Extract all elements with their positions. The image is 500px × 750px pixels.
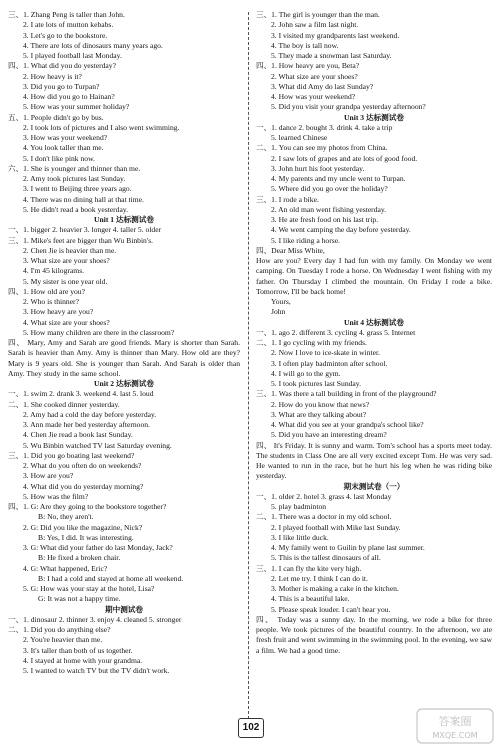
svg-text:答案圈: 答案圈 bbox=[438, 715, 472, 728]
left-answer-line: 三、1. Zhang Peng is taller than John. bbox=[8, 10, 125, 19]
right-answer-line: 3. What did Amy do last Sunday? bbox=[271, 81, 374, 91]
left-answer-line: 5. How was your summer holiday? bbox=[23, 102, 130, 112]
right-answer-line: 4. This is a beautiful lake. bbox=[271, 594, 350, 604]
right-answer-line: 3. I often play badminton after school. bbox=[271, 358, 388, 368]
left-answer-line: 2. I ate lots of mutton kebabs. bbox=[23, 20, 114, 30]
left-answer-line: 4. There was no dining hall at that time. bbox=[23, 194, 144, 204]
left-section-heading: Unit 1 达标测试卷 bbox=[94, 215, 154, 224]
right-section-heading: Unit 4 达标测试卷 bbox=[344, 317, 404, 327]
right-answer-line: 4. How was your weekend? bbox=[271, 92, 356, 101]
right-answer-line: 三、1. The girl is younger than the man. bbox=[256, 10, 380, 19]
left-answer-line: 三、1. Did you go boating last weekend? bbox=[8, 450, 135, 460]
right-answer-line: 四、 It's Friday. It is sunny and warm. Tom's school has a sports meet today. The students in Class One are all very excited except Tom. He was very sad. He wanted to run in the race, but he hurt his leg when he was riding bike yesterday. bbox=[256, 440, 492, 481]
left-answer-line: B: He fixed a broken chair. bbox=[38, 553, 121, 563]
left-answer-line: 5. My sister is one year old. bbox=[23, 276, 108, 286]
right-answer-line: 4. The boy is tall now. bbox=[271, 40, 339, 50]
left-answer-line: 四、1. How old are you? bbox=[8, 286, 85, 296]
left-section-heading: 期中测试卷 bbox=[105, 604, 143, 614]
left-answer-line: 一、1. bigger 2. heavier 3. longer 4. taller 5. older bbox=[8, 225, 162, 235]
left-answer-line: 四、1. G: Are they going to the bookstore together? bbox=[8, 502, 167, 511]
left-answer-line: 3. G: What did your father do last Monday, Jack? bbox=[23, 543, 173, 552]
right-answer-line: 2. I played football with Mike last Sunday. bbox=[271, 522, 401, 532]
right-answer-line: 二、1. There was a doctor in my old school. bbox=[256, 512, 392, 522]
left-answer-line: 3. What size are your shoes? bbox=[23, 256, 110, 265]
right-answer-line: 5. Where did you go over the holiday? bbox=[271, 184, 388, 194]
right-answer-line: 二、1. I go cycling with my friends. bbox=[256, 338, 367, 347]
left-answer-line: 3. Ann made her bed yesterday afternoon. bbox=[23, 420, 150, 429]
left-section-heading: Unit 2 达标测试卷 bbox=[94, 379, 154, 388]
left-answer-line: 4. There are lots of dinosaurs many years ago. bbox=[23, 40, 163, 50]
right-answer-line: 二、1. You can see my photos from China. bbox=[256, 143, 388, 153]
right-answer-line: 5. They made a snowman last Saturday. bbox=[271, 51, 392, 60]
right-answer-line: 3. John hurt his foot yesterday. bbox=[271, 163, 365, 173]
left-answer-line: 5. How was the film? bbox=[23, 491, 89, 501]
left-answer-line: 二、1. Did you do anything else? bbox=[8, 625, 111, 634]
right-answer-line: 四、 Today was a sunny day. In the morning, we rode a bike for three people. We took pictures of the beautiful country. In the afternoon, we ate fresh fruit and went swimming in the swimming pool. In the evening, we saw a film. We had a good time. bbox=[256, 614, 492, 655]
left-answer-line: 3. I went to Beijing three years ago. bbox=[23, 184, 132, 194]
left-answer-line: 六、1. She is younger and thinner than me. bbox=[8, 163, 141, 173]
left-answer-line: 2. Amy took pictures last Sunday. bbox=[23, 174, 126, 183]
left-answer-line: 5. I wanted to watch TV but the TV didn't work. bbox=[23, 666, 170, 675]
left-answer-line: 4. I'm 45 kilograms. bbox=[23, 266, 85, 276]
left-answer-line: 5. I played football last Monday. bbox=[23, 51, 122, 60]
left-answer-line: 5. How many children are there in the classroom? bbox=[23, 327, 175, 337]
left-answer-line: 5. He didn't read a book yesterday. bbox=[23, 204, 129, 214]
left-answer-line: 3. Let's go to the bookstore. bbox=[23, 30, 108, 40]
right-answer-line: How are you? Every day I had fun with my family. On Monday we went camping. On Tuesday I rode a horse. On Wednesday I went fishing with my father. On Thursday I climbed the mountain. On Friday I rode a bike. Tomorrow, I'll be back home! bbox=[256, 256, 492, 296]
left-answer-line: 4. What size are your shoes? bbox=[23, 317, 110, 327]
right-answer-line: Yours, bbox=[271, 297, 291, 306]
left-answer-line: 4. What did you do yesterday morning? bbox=[23, 481, 144, 491]
right-answer-line: 5. Please speak louder. I can't hear you. bbox=[271, 604, 391, 614]
left-answer-line: 四、 Mary, Amy and Sarah are good friends. Mary is shorter than Sarah. Sarah is heavier than Amy. Amy is thinner than Mary. How old are they? Mary is 9 years old. She is younger than Sarah. And Sarah is older than Amy. They study in the same school. bbox=[8, 338, 240, 378]
left-answer-line: 3. How was your weekend? bbox=[23, 133, 108, 142]
left-answer-line: 2. Chen Jie is heavier than me. bbox=[23, 245, 117, 255]
left-answer-line: B: Yes, I did. It was interesting. bbox=[38, 532, 134, 542]
right-answer-line: 四、Dear Miss White, bbox=[256, 245, 325, 255]
right-answer-line: 三、1. I rode a bike. bbox=[256, 194, 319, 204]
right-answer-line: 5. play badminton bbox=[271, 502, 327, 511]
right-answer-line: 3. He ate fresh food on his last trip. bbox=[271, 215, 379, 224]
left-answer-line: 4. Chen Jie read a book last Sunday. bbox=[23, 430, 133, 440]
right-answer-line: John bbox=[271, 307, 286, 317]
left-answer-line: 五、1. People didn't go by bus. bbox=[8, 112, 104, 122]
right-answer-line: 2. I saw lots of grapes and ate lots of good food. bbox=[271, 153, 418, 163]
right-answer-line: 三、1. I can fly the kite very high. bbox=[256, 563, 362, 573]
right-section-heading: 期末测试卷（一） bbox=[343, 481, 405, 491]
left-answer-line: G: It was not a happy time. bbox=[38, 594, 121, 604]
right-answer-line: 3. I like little duck. bbox=[271, 532, 329, 542]
right-answer-line: 2. An old man went fishing yesterday. bbox=[271, 204, 387, 214]
right-answer-line: 三、1. Was there a tall building in front of the playground? bbox=[256, 389, 437, 399]
left-answer-line: 2. Amy had a cold the day before yesterday. bbox=[23, 409, 157, 419]
right-answer-line: 四、1. How heavy are you, Beta? bbox=[256, 61, 360, 71]
left-answer-line: 三、1. Mike's feet are bigger than Wu Binbin's. bbox=[8, 235, 154, 245]
right-column bbox=[256, 10, 492, 656]
right-answer-line: 2. What size are your shoes? bbox=[271, 71, 358, 81]
left-answer-line: 一、1. dinosaur 2. thinner 3. enjoy 4. cleaned 5. stronger bbox=[8, 614, 182, 624]
right-answer-line: 2. Let me try. I think I can do it. bbox=[271, 573, 368, 583]
left-answer-line: 4. I stayed at home with your grandma. bbox=[23, 655, 143, 665]
left-answer-line: 5. G: How was your stay at the hotel, Lisa? bbox=[23, 584, 155, 593]
left-answer-line: B: No, they aren't. bbox=[38, 512, 94, 522]
left-answer-line: 2. G: Did you like the magazine, Nick? bbox=[23, 522, 143, 532]
right-answer-line: 4. We went camping the day before yesterday. bbox=[271, 225, 411, 235]
right-answer-line: 3. I visited my grandparents last weekend. bbox=[271, 30, 400, 40]
right-answer-line: 5. I like riding a horse. bbox=[271, 235, 340, 245]
right-answer-line: 3. Mother is making a cake in the kitchen. bbox=[271, 584, 399, 593]
right-answer-line: 3. What are they talking about? bbox=[271, 409, 367, 419]
right-answer-line: 一、1. older 2. hotel 3. grass 4. last Monday bbox=[256, 491, 392, 501]
left-answer-line: 4. G: What happened, Eric? bbox=[23, 563, 108, 573]
left-answer-line: 3. How are you? bbox=[23, 471, 74, 481]
left-answer-line: 5. Wu Binbin watched TV last Saturday evening. bbox=[23, 440, 172, 450]
column-divider bbox=[248, 12, 249, 724]
right-answer-line: 2. Now I love to ice-skate in winter. bbox=[271, 348, 381, 358]
right-answer-line: 4. My parents and my uncle went to Turpan. bbox=[271, 174, 406, 183]
right-answer-line: 5. I took pictures last Sunday. bbox=[271, 379, 361, 388]
left-answer-line: 2. Who is thinner? bbox=[23, 297, 79, 306]
left-answer-line: 一、1. swim 2. drank 3. weekend 4. last 5. loud bbox=[8, 389, 154, 399]
left-answer-line: 4. You look taller than me. bbox=[23, 143, 104, 153]
right-answer-line: 5. Did you have an interesting dream? bbox=[271, 430, 387, 440]
left-column bbox=[8, 10, 240, 676]
left-answer-line: 3. It's taller than both of us together. bbox=[23, 645, 133, 655]
left-answer-line: B: I had a cold and stayed at home all weekend. bbox=[38, 573, 184, 583]
page-number: 102 bbox=[238, 718, 264, 738]
right-answer-line: 4. What did you see at your grandpa's school like? bbox=[271, 420, 424, 429]
right-answer-line: 2. John saw a film last night. bbox=[271, 20, 359, 30]
left-answer-line: 四、1. What did you do yesterday? bbox=[8, 61, 116, 71]
left-answer-line: 3. How heavy are you? bbox=[23, 307, 94, 317]
left-answer-line: 2. I took lots of pictures and I also went swimming. bbox=[23, 122, 180, 132]
right-answer-line: 2. How do you know that news? bbox=[271, 399, 370, 409]
right-answer-line: 5. learned Chinese bbox=[271, 133, 328, 142]
right-answer-line: 4. My family went to Guilin by plane last summer. bbox=[271, 543, 425, 552]
left-answer-line: 二、1. She cooked dinner yesterday. bbox=[8, 399, 120, 409]
right-answer-line: 5. This is the tallest dinosaurs of all. bbox=[271, 553, 381, 563]
right-answer-line: 一、1. dance 2. bought 3. drink 4. take a trip bbox=[256, 122, 393, 132]
left-answer-line: 4. How did you go to Hainan? bbox=[23, 92, 115, 101]
left-answer-line: 5. I don't like pink now. bbox=[23, 153, 95, 163]
right-answer-line: 4. I will go to the gym. bbox=[271, 368, 341, 378]
svg-text:MXQE.COM: MXQE.COM bbox=[432, 731, 478, 740]
left-answer-line: 2. What do you often do on weekends? bbox=[23, 461, 142, 470]
watermark-logo bbox=[416, 708, 494, 744]
left-answer-line: 2. How heavy is it? bbox=[23, 71, 82, 81]
right-answer-line: 5. Did you visit your grandpa yesterday afternoon? bbox=[271, 102, 426, 112]
left-answer-line: 2. You're heavier than me. bbox=[23, 635, 103, 645]
right-section-heading: Unit 3 达标测试卷 bbox=[344, 112, 404, 122]
right-answer-line: 一、1. ago 2. different 3. cycling 4. grass 5. Internet bbox=[256, 327, 416, 337]
left-answer-line: 3. Did you go to Turpan? bbox=[23, 81, 100, 91]
